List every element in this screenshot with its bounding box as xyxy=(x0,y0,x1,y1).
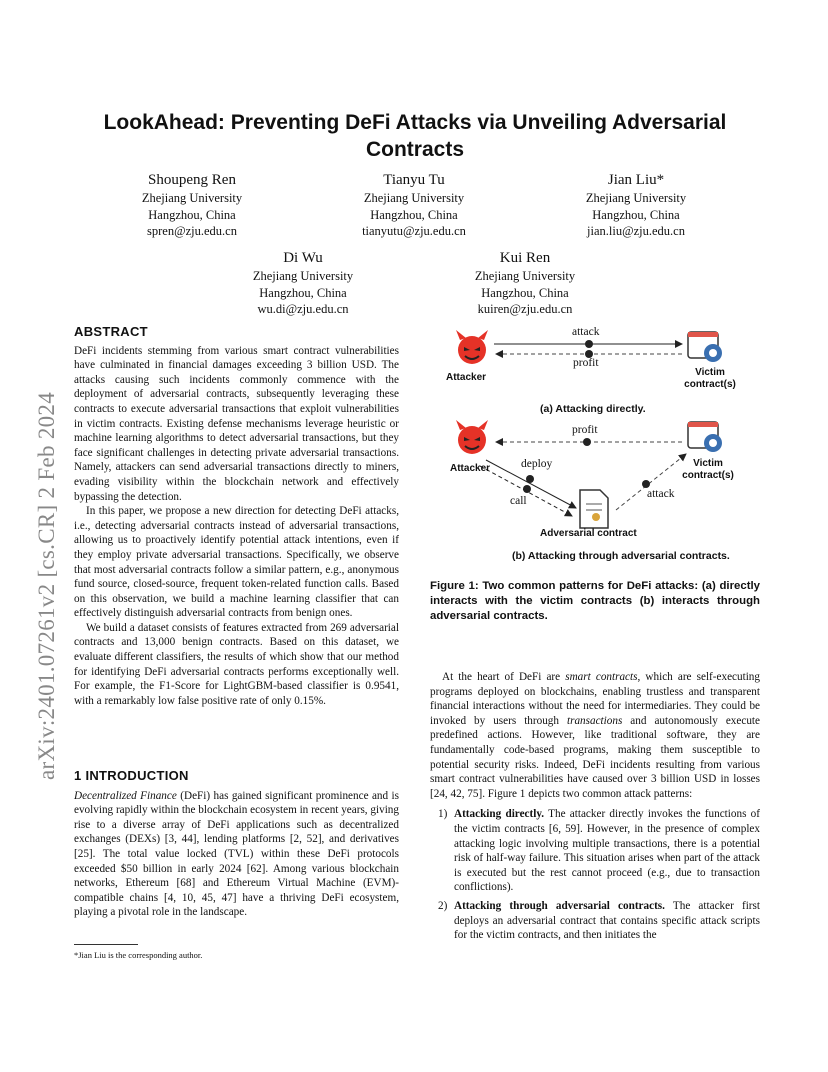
victim-contract-icon xyxy=(688,422,722,452)
text-run: and autonomously execute predefined actions. However, like traditional software, they are fundamentally code-based programs, making them susceptible to potential security risks. Indeed, DeFi incidents resulting from various smart contract vulnerabilities have caused over 3 billion USD in losses [24, 42, 75]. Figure 1 depicts two common attack patterns: xyxy=(430,714,760,800)
author-name: Jian Liu* xyxy=(607,172,665,188)
attacker-devil-icon xyxy=(456,330,488,364)
author-affiliation: Zhejiang University xyxy=(585,191,687,205)
list-item xyxy=(434,807,760,895)
intro-emphasis: Decentralized Finance xyxy=(74,789,177,802)
attack-arrow xyxy=(616,454,686,510)
list-number: 2) xyxy=(438,899,448,912)
text-emphasis: transactions xyxy=(566,714,623,727)
step-marker xyxy=(523,485,531,493)
deploy-label: deploy xyxy=(521,458,553,470)
attacker-label: Attacker xyxy=(450,463,491,474)
list-item-text: The attacker first deploys an adversarial contract that contains specific attack scripts for the victim contracts, and then initiates the xyxy=(454,899,760,942)
text-emphasis: smart contracts xyxy=(565,671,638,683)
figure-caption: Figure 1: Two common patterns for DeFi attacks: (a) directly interacts with the victim contracts (b) interacts through adversarial contracts. xyxy=(430,580,760,622)
paper-title: LookAhead: Preventing DeFi Attacks via Unveiling Adversarial Contracts xyxy=(103,111,727,161)
text-run: At the heart of DeFi are xyxy=(442,671,566,683)
attack-label: attack xyxy=(647,488,675,500)
footnote-rule xyxy=(74,944,138,945)
list-item-title: Attacking through adversarial contracts. xyxy=(454,899,665,912)
author-name: Tianyu Tu xyxy=(383,172,445,188)
author-affiliation: Zhejiang University xyxy=(141,191,243,205)
author-email: jian.liu@zju.edu.cn xyxy=(587,224,685,238)
profit-label: profit xyxy=(573,357,599,369)
victim-contract-icon xyxy=(688,332,722,362)
abstract-paragraph: In this paper, we propose a new direction for detecting DeFi attacks, i.e., detecting adversarial contracts instead of adversarial transactions, allowing us to proactively identify potential attack intentions, even if they employ private adversarial transactions. Specifically, we observe that most adversarial contracts follow a similar pattern, e.g., anonymous fund source, closed-source, frequent token-related function calls. Based on this observation, we build a machine learning classifier that can effectively distinguish adversarial contracts from benign ones. xyxy=(74,505,399,620)
body-paragraph xyxy=(430,670,760,801)
author-block xyxy=(324,170,504,240)
author-block xyxy=(102,170,282,240)
subfigure-a-caption: (a) Attacking directly. xyxy=(540,403,646,415)
adversarial-contract-icon xyxy=(580,490,608,528)
victim-label: Victim contract(s) xyxy=(682,458,734,481)
author-block xyxy=(435,248,615,318)
abstract-paragraph: DeFi incidents stemming from various smart contract vulnerabilities have culminated in financial damages exceeding 3 billion USD. The attacks causing such incidents commonly commence with the deployment of adversarial contracts, subsequently leveraging these contracts to execute adversarial transactions that exploit vulnerabilities in victim contracts. Existing defense mechanisms leverage heuristic or machine learning algorithms to detect adversarial transactions, but they face significant challenges in detecting private adversarial transactions. Namely, attackers can send adversarial transactions directly to miners, evading visibility within the blockchain network and effectively bypassing the detection. xyxy=(74,344,399,503)
author-affiliation: Zhejiang University xyxy=(363,191,465,205)
author-email: wu.di@zju.edu.cn xyxy=(257,302,349,316)
step-marker xyxy=(642,480,650,488)
author-location: Hangzhou, China xyxy=(370,207,458,222)
author-location: Hangzhou, China xyxy=(259,285,347,300)
author-location: Hangzhou, China xyxy=(592,207,680,222)
call-label: call xyxy=(510,495,527,507)
author-block xyxy=(213,248,393,318)
author-affiliation: Zhejiang University xyxy=(252,269,354,283)
attacker-devil-icon xyxy=(456,420,488,454)
adversarial-contract-label: Adversarial contract xyxy=(540,528,637,539)
author-block xyxy=(546,170,726,240)
author-name: Shoupeng Ren xyxy=(148,172,236,188)
step-marker xyxy=(526,475,534,483)
subfigure-b-caption: (b) Attacking through adversarial contracts. xyxy=(512,550,730,562)
intro-text: (DeFi) has gained significant prominence and is evolving rapidly within the blockchain ecosystem in recent years, giving rise to a diverse array of DeFi applications such as decentralized exchanges (DEXs) [3, 44], lending platforms [2, 52], and derivatives [25]. The total value locked (TVL) within these DeFi protocols exceeded $50 billion in early 2024 [62]. Among various blockchain networks, Ethereum [68] and Ethereum Virtual Machine (EVM)-compatible chains [4, 10, 45, 47] have a thriving DeFi ecosystem, playing a pivotal role in the landscape. xyxy=(74,789,399,919)
author-name: Di Wu xyxy=(283,250,323,266)
author-location: Hangzhou, China xyxy=(148,207,236,222)
footnote: *Jian Liu is the corresponding author. xyxy=(74,950,203,960)
step-marker xyxy=(585,340,593,348)
step-marker xyxy=(583,438,591,446)
list-item-text: The attacker directly invokes the functions of the victim contracts [6, 59]. However, in the presence of complex attacking logic involving multiple transactions, there is a potential risk of half-way failure. This situation arises when part of the attack is executed but the rest cannot proceed (e.g., due to transaction conflictions). xyxy=(454,808,760,894)
author-email: tianyutu@zju.edu.cn xyxy=(362,224,466,238)
list-number: 1) xyxy=(438,808,448,821)
attack-patterns-list xyxy=(430,807,760,942)
abstract-heading: ABSTRACT xyxy=(74,324,148,339)
intro-heading: 1 INTRODUCTION xyxy=(74,768,189,783)
list-item-title: Attacking directly. xyxy=(454,808,545,821)
right-column xyxy=(430,670,760,943)
attack-label: attack xyxy=(572,326,600,338)
author-affiliation: Zhejiang University xyxy=(474,269,576,283)
arxiv-identifier: arXiv:2401.07261v2 [cs.CR] 2 Feb 2024 xyxy=(34,391,59,780)
author-name: Kui Ren xyxy=(499,250,551,266)
attacker-label: Attacker xyxy=(446,372,487,383)
author-location: Hangzhou, China xyxy=(481,285,569,300)
left-column xyxy=(74,325,399,708)
list-item xyxy=(434,899,760,943)
arxiv-sidebar xyxy=(14,260,59,780)
abstract-paragraph: We build a dataset consists of features extracted from 269 adversarial contracts and 13,000 benign contracts. Based on this dataset, we evaluate different classifiers, the results of which show that our method for identifying DeFi adversarial contracts performs exceptionally well. For example, the F1-Score for LightGBM-based classifier is 0.9541, with a remarkably low false positive rate of only 0.15%. xyxy=(74,621,399,707)
author-email: kuiren@zju.edu.cn xyxy=(477,302,573,316)
victim-label: Victim contract(s) xyxy=(684,367,736,390)
profit-label: profit xyxy=(572,424,598,436)
intro-paragraph xyxy=(74,789,399,920)
intro-section xyxy=(74,769,399,920)
text-run: , which are self-executing programs deployed on blockchains, enabling trustless and transparent financial interactions without the need for intermediaries. They could be invoked by users through xyxy=(430,671,760,727)
author-email: spren@zju.edu.cn xyxy=(147,224,237,238)
